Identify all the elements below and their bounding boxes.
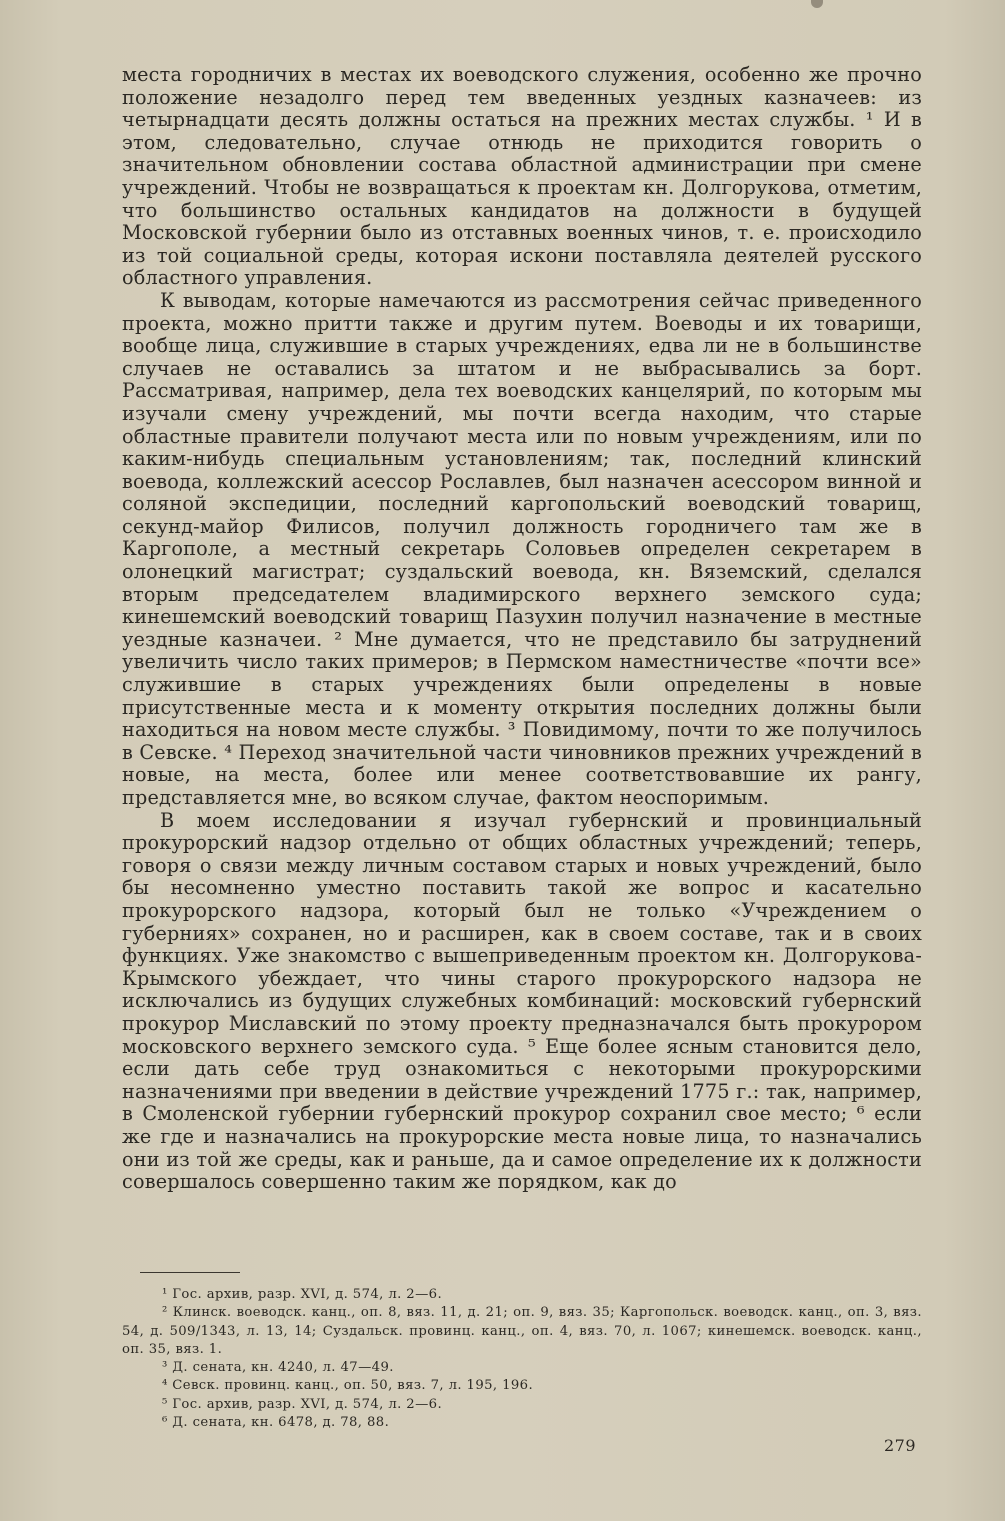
page-number: 279 [884,1436,917,1455]
footnote: ¹ Гос. архив, разр. XVI, д. 574, л. 2—6. [162,1287,443,1302]
footnote: ⁶ Д. сената, кн. 6478, д. 78, 88. [162,1415,390,1431]
footnote: ⁵ Гос. архив, разр. XVI, д. 574, л. 2—6. [162,1396,443,1412]
footnote-divider [140,1272,240,1273]
paragraph: В моем исследовании я изучал губернский и провинциальный прокурорский надзор отдельно от общих областных учреждений; теперь, говоря о связи между личным составом старых и новых учреждений, было бы несомненно уместно поставить такой же вопрос и касательно прокурорского надзора, который был не только «Учреждением о губерниях» сохранен, но и расширен, как в своем составе, так и в своих функциях. Уже знакомство с вышеприведенным проектом кн. Долгорукова-Крымского убеждает, что чины старого прокурорского надзора не исключались из будущих служебных комбинаций: московский губернский прокурор Миславский по этому проекту предназначался быть прокурором московского верхнего земского суда. ⁵ Еще более ясным становится дело, если дать себе труд ознакомиться с некоторыми прокурорскими назначениями при введении в действие учреждений 1775 г.: так, например, в Смоленской губернии губернский прокурор сохранил свое место; ⁶ если же где и назначались на прокурорские места новые лица, то назначались они из той же среды, как и раньше, да и самое определение их к должности совершалось совершенно таким же порядком, как до [122,808,922,1194]
footnote: ³ Д. сената, кн. 4240, л. 47—49. [162,1360,394,1376]
footnotes [122,1286,922,1432]
main-text [122,64,922,1194]
footnote: ² Клинск. воеводск. канц., оп. 8, вяз. 11, д. 21; оп. 9, вяз. 35; Каргопольск. воеводск. канц., оп. 3, вяз. 54, д. 509/1343, л. 13, 14; Суздальск. провинц. канц., оп. 4, вяз. 70, л. 1067; кинешемск. воеводск. канц., оп. 35, вяз. 1. [122,1305,922,1357]
paragraph: К выводам, которые намечаются из рассмотрения сейчас приведенного проекта, можно притти также и другим путем. Воеводы и их товарищи, вообще лица, служившие в старых учреждениях, едва ли не в большинстве случаев не оставались за штатом и не выбрасывались за борт. Рассматривая, например, дела тех воеводских канцелярий, по которым мы изучали смену учреждений, мы почти всегда находим, что старые областные правители получают места или по новым учреждениям, или по каким-нибудь специальным установлениям; так, последний клинский воевода, коллежский асессор Рославлев, был назначен асессором винной и соляной экспедиции, последний каргопольский воеводский товарищ, секунд-майор Филисов, получил должность городничего там же в Каргополе, а местный секретарь Соловьев определен секретарем в олонецкий магистрат; суздальский воевода, кн. Вяземский, сделался вторым председателем владимирского верхнего земского суда; кинешемский воеводский товарищ Пазухин получил назначение в местные уездные казначеи. ² Мне думается, что не представило бы затруднений увеличить число таких примеров; в Пермском наместничестве «почти все» служившие в старых учреждениях были определены в новые присутственные места и к моменту открытия последних должны были находиться на новом месте службы. ³ Повидимому, почти то же получилось в Севске. ⁴ Переход значительной части чиновников прежних учреждений в новые, на места, более или менее соответствовавшие их рангу, представляется мне, во всяком случае, фактом неоспоримым. [122,288,922,809]
ink-blot [811,0,823,8]
footnote: ⁴ Севск. провинц. канц., оп. 50, вяз. 7, л. 195, 196. [162,1378,534,1394]
paragraph: места городничих в местах их воеводского служения, особенно же прочно положение незадолго перед тем введенных уездных казначеев: из четырнадцати десять должны остаться на прежних местах службы. ¹ И в этом, следовательно, случае отнюдь не приходится говорить о значительном обновлении состава областной администрации при смене учреждений. Чтобы не возвращаться к проектам кн. Долгорукова, отметим, что большинство остальных кандидатов на должности в будущей Московской губернии было из отставных военных чинов, т. е. происходило из той социальной среды, которая искони поставляла деятелей русского областного управления. [122,63,922,290]
